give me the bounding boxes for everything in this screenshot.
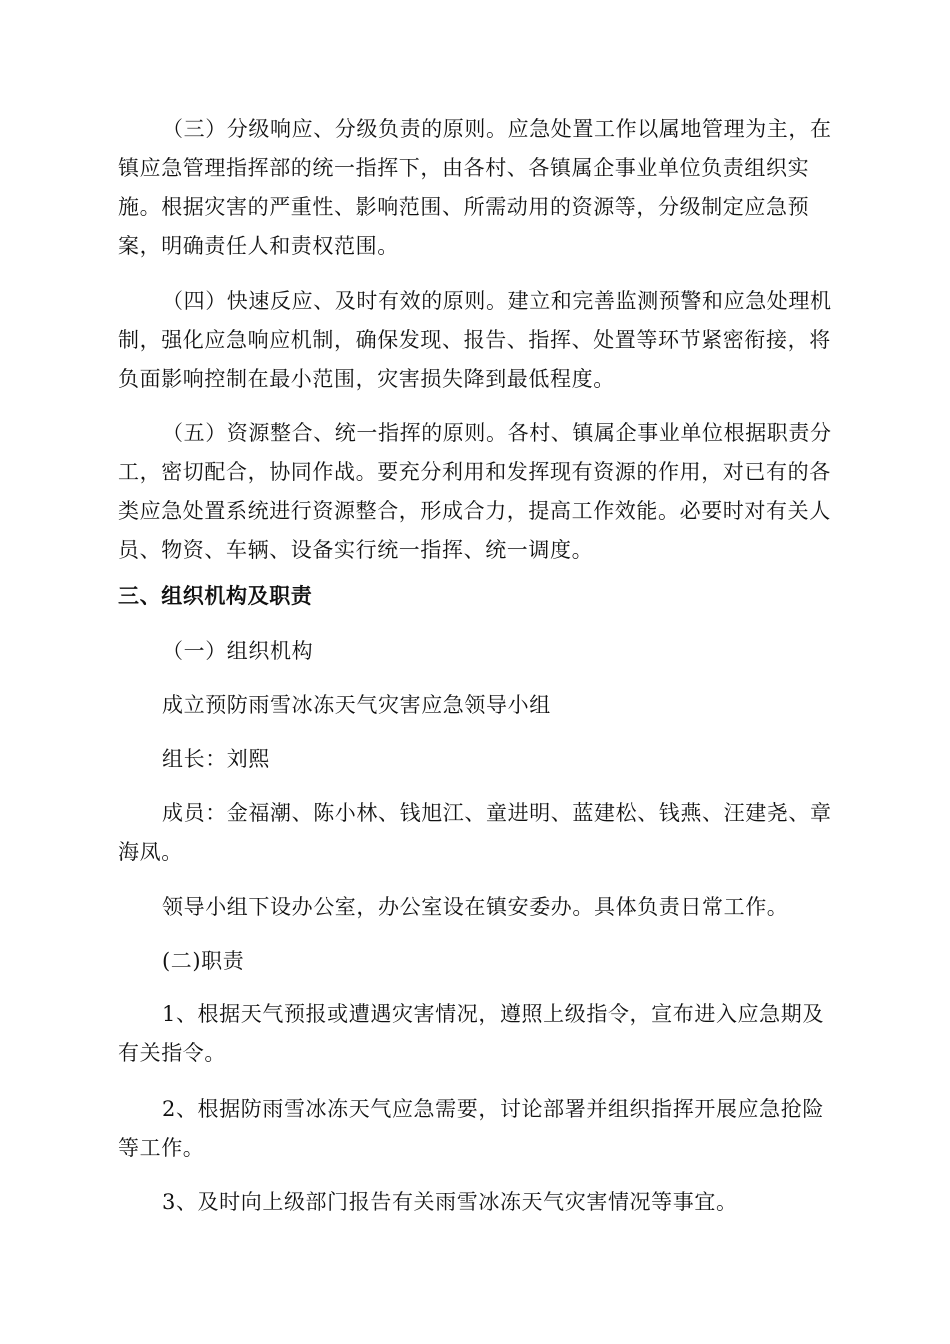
- group-members: 成员：金福潮、陈小林、钱旭江、童进明、蓝建松、钱燕、汪建尧、章海凤。: [118, 801, 832, 864]
- office-line: 领导小组下设办公室，办公室设在镇安委办。具体负责日常工作。: [162, 895, 789, 919]
- group-leader: 组长：刘熙: [162, 747, 270, 771]
- duty-item-1: 1、根据天气预报或遭遇灾害情况，遵照上级指令，宣布进入应急期及有关指令。: [118, 1002, 824, 1065]
- paragraph-principle-5: （五）资源整合、统一指挥的原则。各村、镇属企事业单位根据职责分工，密切配合，协同作战。要充分利用和发挥现有资源的作用，对已有的各类应急处置系统进行资源整合，形成合力，提高工作效能。必要时对有关人员、物资、车辆、设备实行统一指挥、统一调度。: [118, 421, 832, 562]
- section-heading: 三、组织机构及职责: [118, 584, 313, 608]
- duty-item-3: 3、及时向上级部门报告有关雨雪冰冻天气灾害情况等事宜。: [162, 1190, 738, 1214]
- paragraph-principle-4: （四）快速反应、及时有效的原则。建立和完善监测预警和应急处理机制，强化应急响应机制，确保发现、报告、指挥、处置等环节紧密衔接，将负面影响控制在最小范围，灾害损失降到最低程度。: [118, 289, 832, 391]
- duty-item-2: 2、根据防雨雪冰冻天气应急需要，讨论部署并组织指挥开展应急抢险等工作。: [118, 1097, 824, 1160]
- group-establish-line: 成立预防雨雪冰冻天气灾害应急领导小组: [162, 693, 551, 717]
- subheading-duties: (二)职责: [162, 949, 245, 973]
- paragraph-principle-3: （三）分级响应、分级负责的原则。应急处置工作以属地管理为主，在镇应急管理指挥部的统一指挥下，由各村、各镇属企事业单位负责组织实施。根据灾害的严重性、影响范围、所需动用的资源等，分级制定应急预案，明确责任人和责权范围。: [118, 117, 832, 258]
- subheading-organization: （一）组织机构: [162, 639, 314, 663]
